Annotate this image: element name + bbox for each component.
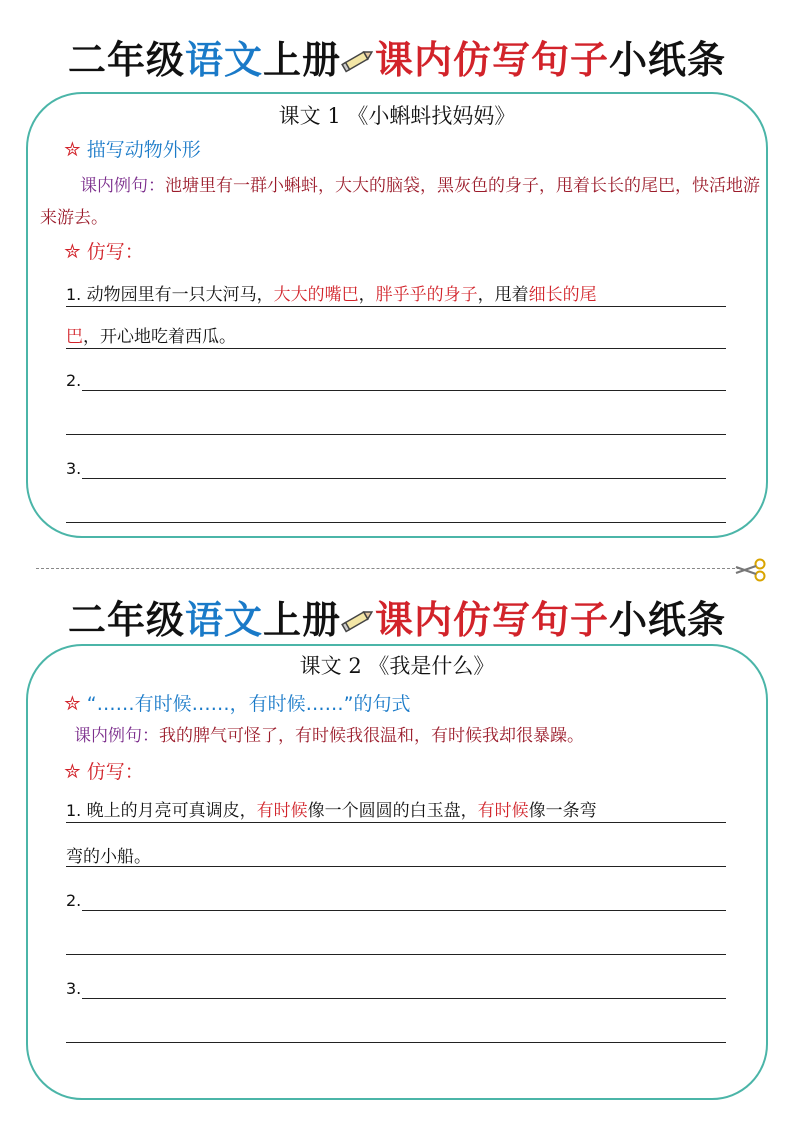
title-suffix: 小纸条: [609, 38, 727, 82]
answer-text: 晚上的月亮可真调皮，: [86, 801, 257, 821]
star-icon: ✮: [64, 137, 81, 161]
imitate-heading-text: 仿写：: [86, 761, 144, 783]
answer-number: 3.: [66, 979, 82, 998]
example-sentence: [40, 170, 760, 234]
answer-number: 2.: [66, 891, 82, 910]
title-volume: 上册: [262, 598, 341, 642]
example-sentence: [74, 720, 794, 752]
answer-line-1: [66, 282, 597, 308]
lesson-title: 课文 1 《小蝌蚪找妈妈》: [278, 104, 516, 128]
star-icon: ✮: [64, 239, 81, 263]
title-topic: 课内仿写句子: [375, 38, 610, 82]
answer-text: 动物园里有一只大河马，: [86, 285, 274, 305]
star-icon: ✮: [64, 759, 81, 783]
star-icon: ✮: [64, 691, 81, 715]
writing-line[interactable]: [66, 306, 726, 307]
answer-text: 像一条弯: [528, 801, 597, 821]
writing-line[interactable]: [82, 998, 726, 999]
example-text: 我的脾气可怪了，有时候我很温和，有时候我却很暴躁。: [159, 726, 584, 746]
title-subject: 语文: [184, 598, 263, 642]
answer-text: ，: [358, 285, 376, 305]
writing-line[interactable]: [82, 910, 726, 911]
answer-text: 弯的小船。: [66, 847, 151, 867]
worksheet-1: [0, 0, 794, 540]
example-label: 课内例句：: [74, 726, 159, 746]
example-label: 课内例句：: [80, 176, 165, 196]
title-topic: 课内仿写句子: [375, 598, 610, 642]
writing-line[interactable]: [66, 434, 726, 435]
answer-number-2: [66, 368, 81, 394]
page-title: [0, 596, 794, 644]
answer-highlight: 胖乎乎的身子: [375, 285, 478, 305]
writing-line[interactable]: [66, 866, 726, 867]
writing-line[interactable]: [82, 390, 726, 391]
answer-text: ，甩着: [477, 285, 529, 305]
page-title: [0, 36, 794, 84]
imitate-heading: [64, 238, 144, 265]
writing-line[interactable]: [66, 954, 726, 955]
title-volume: 上册: [262, 38, 341, 82]
answer-highlight: 细长的尾: [528, 285, 597, 305]
answer-text: 像一个圆圆的白玉盘，: [307, 801, 478, 821]
skill-heading: [64, 690, 410, 717]
answer-number-2: [66, 888, 81, 914]
example-text: 池塘里有一群小蝌蚪，大大的脑袋，黑灰色的身子，甩着长长的尾巴，快活地游来游去。: [40, 176, 760, 228]
answer-highlight: 大大的嘴巴: [273, 285, 359, 305]
answer-highlight: 有时候: [477, 801, 529, 821]
answer-line-1: [66, 798, 597, 824]
title-suffix: 小纸条: [609, 598, 727, 642]
answer-number: 1.: [66, 801, 82, 820]
imitate-heading: [64, 758, 144, 785]
answer-highlight: 有时候: [256, 801, 308, 821]
worksheet-2: [0, 566, 794, 1106]
title-subject: 语文: [184, 38, 263, 82]
answer-number: 2.: [66, 371, 82, 390]
title-grade: 二年级: [67, 598, 185, 642]
lesson-title: 课文 2 《我是什么》: [299, 654, 495, 678]
answer-number-3: [66, 976, 81, 1002]
answer-number: 1.: [66, 285, 82, 304]
answer-number-3: [66, 456, 81, 482]
pencil-icon: [341, 605, 375, 635]
answer-number: 3.: [66, 459, 82, 478]
skill-heading-text: “……有时候……，有时候……”的句式: [86, 693, 411, 715]
writing-line[interactable]: [66, 522, 726, 523]
pencil-icon: [341, 45, 375, 75]
writing-line[interactable]: [66, 348, 726, 349]
answer-text: ，开心地吃着西瓜。: [83, 327, 236, 347]
writing-line[interactable]: [66, 1042, 726, 1043]
answer-highlight: 巴: [66, 327, 83, 347]
writing-line[interactable]: [66, 822, 726, 823]
writing-line[interactable]: [82, 478, 726, 479]
skill-heading-text: 描写动物外形: [86, 139, 201, 161]
answer-line-1-cont: [66, 324, 236, 350]
imitate-heading-text: 仿写：: [86, 241, 144, 263]
skill-heading: [64, 136, 201, 163]
title-grade: 二年级: [67, 38, 185, 82]
